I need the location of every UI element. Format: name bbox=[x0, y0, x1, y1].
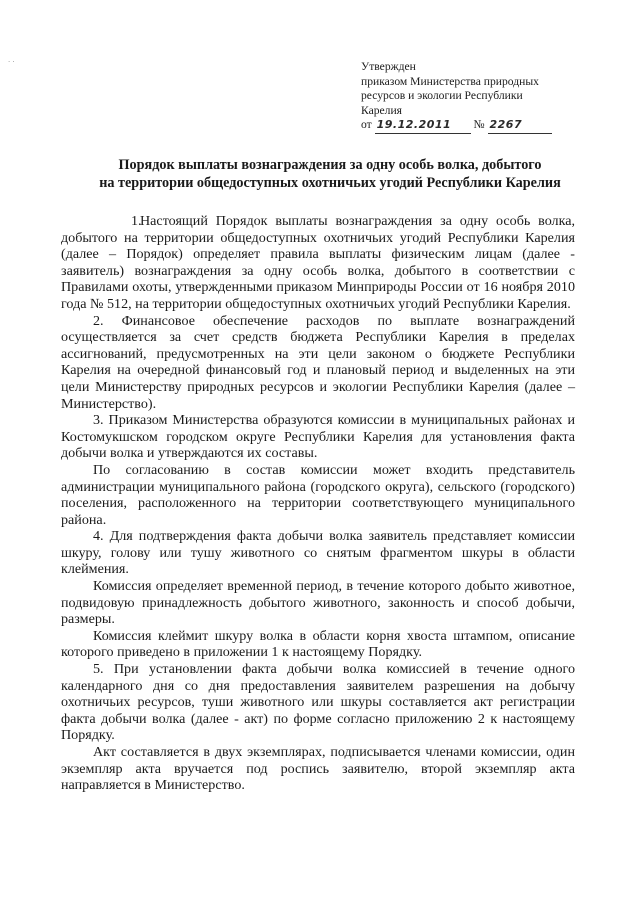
approval-line: ресурсов и экологии Республики bbox=[361, 89, 523, 102]
number-prefix: № bbox=[473, 118, 485, 131]
approval-date-line bbox=[361, 118, 601, 134]
paragraph-1 bbox=[61, 213, 575, 313]
handwritten-date: 19.12.2011 bbox=[375, 118, 471, 134]
title-line-1: Порядок выплаты вознаграждения за одну особь волка, добытого bbox=[118, 157, 542, 173]
document-body bbox=[61, 213, 575, 794]
paragraph-5: 4. Для подтверждения факта добычи волка заявитель представляет комиссии шкуру, голову или тушу животного со снятым фрагментом шкуры в области клеймения. bbox=[61, 528, 575, 578]
paragraph-9: Акт составляется в двух экземплярах, подписывается членами комиссии, один экземпляр акта вручается под роспись заявителю, второй экземпляр акта направляется в Министерство. bbox=[61, 744, 575, 794]
approval-line: приказом Министерства природных bbox=[361, 74, 539, 88]
paragraph-text: Настоящий Порядок выплаты вознаграждения за одну особь волка, добытого на территории общедоступных охотничьих угодий Республики Карелия (далее – Порядок) определяет правила выплаты физическим лицам (далее - заявитель) вознаграждения за одну особь волка, добытого в соответствии с Правилами охоты, утвержденными приказом Минприроды России от 16 ноября 2010 года № 512, на территории общедоступных охотничьих угодий Республики Карелия. bbox=[61, 213, 575, 312]
approval-line: Карелия bbox=[361, 103, 402, 117]
date-prefix: от bbox=[361, 118, 372, 131]
title-line-2: на территории общедоступных охотничьих угодий Республики Карелия bbox=[99, 175, 561, 191]
paragraph-2: 2. Финансовое обеспечение расходов по выплате вознаграждений осуществляется за счет средств бюджета Республики Карелия в пределах ассигнований, предусмотренных на эти цели законом о бюджете Республики Карелия на очередной финансовый год и плановый период и выделенных на эти цели Министерству природных ресурсов и экологии Республики Карелия (далее – Министерство). bbox=[61, 312, 575, 412]
approval-line: Утвержден bbox=[361, 60, 416, 73]
approval-stamp bbox=[361, 60, 601, 134]
scan-mark: · · bbox=[8, 58, 15, 66]
paragraph-3: 3. Приказом Министерства образуются комиссии в муниципальных районах и Костомукшском городском округе Республики Карелия для установления факта добычи волка и утверждаются их составы. bbox=[61, 412, 575, 462]
paragraph-4: По согласованию в состав комиссии может входить представитель администрации муниципального района (городского округа), сельского (городского) поселения, расположенного на территории соответствующего муниципального района. bbox=[61, 461, 575, 528]
paragraph-7: Комиссия клеймит шкуру волка в области корня хвоста штампом, описание которого приведено в приложении 1 к настоящему Порядку. bbox=[61, 627, 575, 661]
handwritten-number: 2267 bbox=[488, 118, 552, 134]
paragraph-6: Комиссия определяет временной период, в течение которого добыто животное, подвидовую принадлежность добытого животного, законность и способ добычи, размеры. bbox=[61, 578, 575, 628]
paragraph-number: 1. bbox=[131, 213, 142, 229]
paragraph-8: 5. При установлении факта добычи волка комиссией в течение одного календарного дня со дня предоставления заявителем разрешения на добычу охотничьих ресурсов, туши животного или шкуры составляется акт регистрации факта добычи волка (далее - акт) по форме согласно приложению 2 к настоящему Порядку. bbox=[61, 661, 575, 744]
document-title bbox=[40, 156, 620, 192]
